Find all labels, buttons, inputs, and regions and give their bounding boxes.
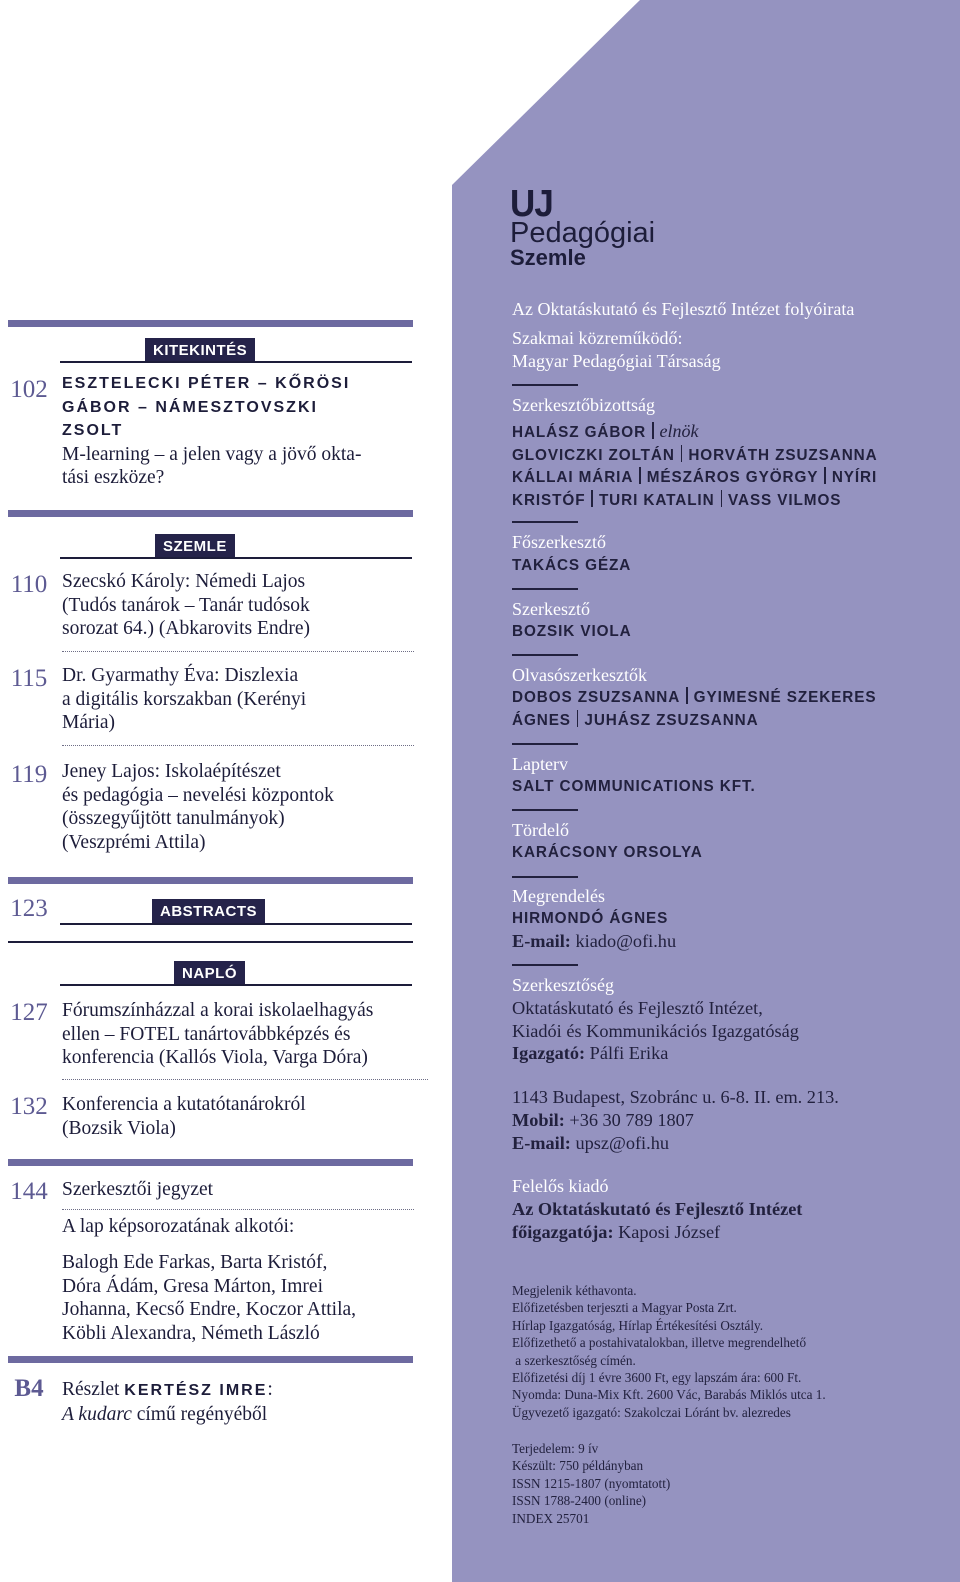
dotted-separator bbox=[62, 1079, 428, 1080]
entry-author: ESZTELECKI PÉTER – KŐRÖSI bbox=[62, 375, 351, 392]
publisher-line: Az Oktatáskutató és Fejlesztő Intézet folyóirata bbox=[512, 299, 855, 319]
entry-line: sorozat 64.) (Abkarovits Endre) bbox=[62, 618, 311, 640]
page-number[interactable]: 123 bbox=[10, 895, 48, 922]
typesetter-label: Tördelő bbox=[512, 820, 569, 840]
entry-colon: : bbox=[267, 1379, 273, 1400]
journal-logo bbox=[510, 183, 656, 270]
board-member: KRISTÓF bbox=[512, 491, 586, 509]
info-line: Ügyvezető igazgató: Szakolczai Lóránt bv. alezredes bbox=[512, 1404, 791, 1420]
mobile-label: Mobil: bbox=[512, 1110, 565, 1130]
page-number: 119 bbox=[10, 761, 48, 788]
info-line: Hírlap Igazgatóság, Hírlap Értékesítési Osztály. bbox=[512, 1317, 764, 1333]
order-email-link[interactable]: kiado@ofi.hu bbox=[570, 931, 677, 951]
section-tag-abstracts[interactable]: ABSTRACTS bbox=[152, 899, 265, 924]
toc-entry[interactable] bbox=[62, 999, 432, 1070]
info-line: Előfizetésben terjeszti a Magyar Posta Zrt. bbox=[512, 1300, 737, 1316]
board-member: MÉSZÁROS GYÖRGY bbox=[646, 469, 819, 486]
info-line: ISSN 1215-1807 (nyomtatott) bbox=[512, 1475, 671, 1491]
board-members bbox=[512, 420, 932, 512]
entry-line: Köbli Alexandra, Németh László bbox=[62, 1322, 320, 1344]
proofreaders-label: Olvasószerkesztők bbox=[512, 665, 647, 685]
layout-label: Lapterv bbox=[512, 754, 568, 774]
page-number: 132 bbox=[10, 1093, 48, 1120]
info-line: ISSN 1788-2400 (online) bbox=[512, 1493, 647, 1509]
section-tag-naplo: NAPLÓ bbox=[174, 961, 245, 986]
entry-line: Johanna, Kecső Endre, Koczor Attila, bbox=[62, 1299, 357, 1321]
section-tag-kitekintes: KITEKINTÉS bbox=[145, 338, 255, 363]
info-line: Előfizetési díj 1 évre 3600 Ft, egy lapszám ára: 600 Ft. bbox=[512, 1370, 802, 1386]
board-member: KÁLLAI MÁRIA bbox=[512, 469, 634, 486]
entry-line: (Veszprémi Attila) bbox=[62, 831, 206, 853]
subscription-info bbox=[512, 1282, 932, 1421]
section-bar bbox=[8, 877, 413, 884]
page-number: 102 bbox=[10, 376, 48, 403]
cooperation-label: Szakmai közreműködő: bbox=[512, 328, 683, 348]
entry-title: tási eszköze? bbox=[62, 467, 165, 489]
logo-pedagogiai: Pedagógiai bbox=[510, 217, 656, 249]
board-member: VASS VILMOS bbox=[728, 491, 842, 509]
section-rule bbox=[60, 361, 412, 363]
office-line: Oktatáskutató és Fejlesztő Intézet, bbox=[512, 998, 763, 1018]
office-label: Szerkesztőség bbox=[512, 975, 614, 995]
separator bbox=[652, 422, 654, 439]
entry-line: Konferencia a kutatótanárokról bbox=[62, 1094, 306, 1115]
entry-prefix: Részlet bbox=[62, 1379, 125, 1400]
responsible-publisher-label: Felelős kiadó bbox=[512, 1176, 609, 1196]
page-number: B4 bbox=[14, 1375, 44, 1402]
section-bar bbox=[8, 1159, 413, 1166]
order-contact: HIRMONDÓ ÁGNES bbox=[512, 910, 669, 927]
dotted-separator bbox=[62, 1209, 414, 1210]
director-label: Igazgató: bbox=[512, 1043, 586, 1063]
page-number: 110 bbox=[10, 571, 48, 598]
divider bbox=[512, 384, 578, 386]
proofreader: ÁGNES bbox=[512, 711, 571, 729]
entry-line: a digitális korszakban (Kerényi bbox=[62, 688, 307, 710]
info-line: a szerkesztőség címén. bbox=[512, 1352, 636, 1368]
entry-line: és pedagógia – nevelési központok bbox=[62, 784, 334, 806]
entry-author: ZSOLT bbox=[62, 422, 124, 440]
order-label: Megrendelés bbox=[512, 886, 605, 906]
proofreader: GYIMESNÉ SZEKERES bbox=[693, 689, 877, 706]
section-rule bbox=[8, 941, 413, 943]
info-line: Megjelenik kéthavonta. bbox=[512, 1283, 637, 1298]
proofreader: DOBOS ZSUZSANNA bbox=[512, 689, 681, 706]
divider bbox=[512, 964, 578, 966]
publisher-name: Kaposi József bbox=[613, 1222, 721, 1242]
divider bbox=[512, 743, 578, 745]
entry-title-italic: A kudarc bbox=[62, 1403, 132, 1425]
separator bbox=[577, 710, 579, 727]
email-label: E-mail: bbox=[512, 1133, 571, 1153]
proofreader: JUHÁSZ ZSUZSANNA bbox=[584, 711, 759, 729]
responsible-publisher: Az Oktatáskutató és Fejlesztő Intézet bbox=[512, 1199, 803, 1219]
director-line bbox=[512, 1042, 932, 1065]
entry-line: Balogh Ede Farkas, Barta Kristóf, bbox=[62, 1252, 328, 1273]
page-number: 144 bbox=[10, 1178, 48, 1205]
editor: BOZSIK VIOLA bbox=[512, 623, 632, 640]
logo-szemle: Szemle bbox=[510, 245, 586, 270]
title-label: főigazgatója: bbox=[512, 1222, 614, 1242]
section-bar bbox=[8, 320, 413, 327]
board-member: TURI KATALIN bbox=[598, 491, 715, 509]
email-link[interactable]: upsz@ofi.hu bbox=[570, 1133, 669, 1153]
entry-author: KERTÉSZ IMRE bbox=[124, 1382, 268, 1399]
section-bar bbox=[8, 510, 413, 517]
print-info bbox=[512, 1440, 932, 1527]
toc-entry[interactable] bbox=[62, 760, 422, 854]
order-email-line bbox=[512, 930, 932, 953]
separator bbox=[686, 687, 688, 704]
entry-line: ellen – FOTEL tanártovábbképzés és bbox=[62, 1023, 351, 1045]
info-line: Előfizethető a postahivatalokban, illetve megrendelhető bbox=[512, 1335, 807, 1351]
divider bbox=[512, 809, 578, 811]
typesetter: KARÁCSONY ORSOLYA bbox=[512, 844, 703, 861]
separator bbox=[681, 445, 683, 462]
entry-title: című regényéből bbox=[131, 1403, 268, 1425]
page-number: 127 bbox=[10, 999, 48, 1026]
chief-editor: TAKÁCS GÉZA bbox=[512, 557, 632, 574]
separator bbox=[824, 467, 826, 484]
director-name: Pálfi Erika bbox=[585, 1043, 669, 1063]
board-chair: HALÁSZ GÁBOR bbox=[512, 424, 647, 441]
entry-line: Szerkesztői jegyzet bbox=[62, 1179, 214, 1200]
separator bbox=[639, 467, 641, 484]
dotted-separator bbox=[62, 745, 414, 746]
entry-author: GÁBOR – NÁMESZTOVSZKI bbox=[62, 398, 318, 416]
board-member: HORVÁTH ZSUZSANNA bbox=[688, 446, 878, 464]
divider bbox=[512, 521, 578, 523]
divider bbox=[512, 588, 578, 590]
section-rule bbox=[60, 923, 412, 925]
layout-designer: SALT COMMUNICATIONS KFT. bbox=[512, 778, 756, 795]
photo-credits bbox=[62, 1251, 422, 1345]
separator bbox=[591, 490, 593, 507]
entry-line: Szecskó Károly: Némedi Lajos bbox=[62, 571, 306, 592]
toc-entry[interactable] bbox=[62, 1378, 422, 1426]
info-line: Nyomda: Duna-Mix Kft. 2600 Vác, Barabás Miklós utca 1. bbox=[512, 1387, 826, 1403]
section-rule bbox=[60, 984, 412, 986]
photo-credits-heading: A lap képsorozatának alkotói: bbox=[62, 1216, 295, 1237]
toc-entry[interactable] bbox=[62, 664, 422, 735]
entry-line: Fórumszínházzal a korai iskolaelhagyás bbox=[62, 1000, 374, 1021]
toc-entry[interactable] bbox=[62, 1093, 422, 1140]
entry-line: Mária) bbox=[62, 712, 116, 734]
toc-entry[interactable] bbox=[62, 1178, 422, 1202]
toc-entry[interactable] bbox=[62, 372, 422, 490]
entry-line: konferencia (Kallós Viola, Varga Dóra) bbox=[62, 1047, 368, 1069]
entry-line: (összegyűjtött tanulmányok) bbox=[62, 808, 285, 830]
info-line: INDEX 25701 bbox=[512, 1510, 590, 1526]
entry-line: Jeney Lajos: Iskolaépítészet bbox=[62, 761, 281, 782]
info-line: Terjedelem: 9 ív bbox=[512, 1441, 599, 1456]
divider bbox=[512, 876, 578, 878]
proofreaders bbox=[512, 687, 932, 732]
chief-editor-label: Főszerkesztő bbox=[512, 532, 606, 552]
entry-line: Dóra Ádám, Gresa Márton, Imrei bbox=[62, 1275, 323, 1297]
entry-line: (Bozsik Viola) bbox=[62, 1117, 176, 1139]
board-member: GLOVICZKI ZOLTÁN bbox=[512, 446, 675, 464]
office-line: Kiadói és Kommunikációs Igazgatóság bbox=[512, 1021, 799, 1041]
dotted-separator bbox=[62, 651, 414, 652]
entry-title: M-learning – a jelen vagy a jövő okta- bbox=[62, 443, 362, 465]
mobile-line bbox=[512, 1109, 932, 1132]
info-line: Készült: 750 példányban bbox=[512, 1458, 644, 1474]
logo-uj: UJ bbox=[510, 183, 553, 225]
board-label: Szerkesztőbizottság bbox=[512, 395, 655, 415]
entry-line: (Tudós tanárok – Tanár tudósok bbox=[62, 594, 310, 616]
editor-label: Szerkesztő bbox=[512, 599, 590, 619]
section-bar bbox=[8, 1356, 413, 1363]
cooperation-value: Magyar Pedagógiai Társaság bbox=[512, 351, 721, 371]
responsible-publisher-title bbox=[512, 1221, 932, 1244]
toc-entry[interactable] bbox=[62, 570, 422, 641]
page-number: 115 bbox=[10, 665, 48, 692]
entry-line: Dr. Gyarmathy Éva: Diszlexia bbox=[62, 665, 299, 686]
mobile-number: +36 30 789 1807 bbox=[564, 1110, 694, 1130]
board-chair-role: elnök bbox=[659, 421, 699, 441]
divider bbox=[512, 654, 578, 656]
separator bbox=[721, 490, 723, 507]
address: 1143 Budapest, Szobránc u. 6-8. II. em. 213. bbox=[512, 1087, 839, 1107]
board-member: NYÍRI bbox=[831, 469, 878, 486]
email-label: E-mail: bbox=[512, 931, 571, 951]
email-line bbox=[512, 1132, 932, 1155]
section-rule bbox=[60, 557, 412, 559]
section-tag-szemle: SZEMLE bbox=[155, 534, 235, 559]
